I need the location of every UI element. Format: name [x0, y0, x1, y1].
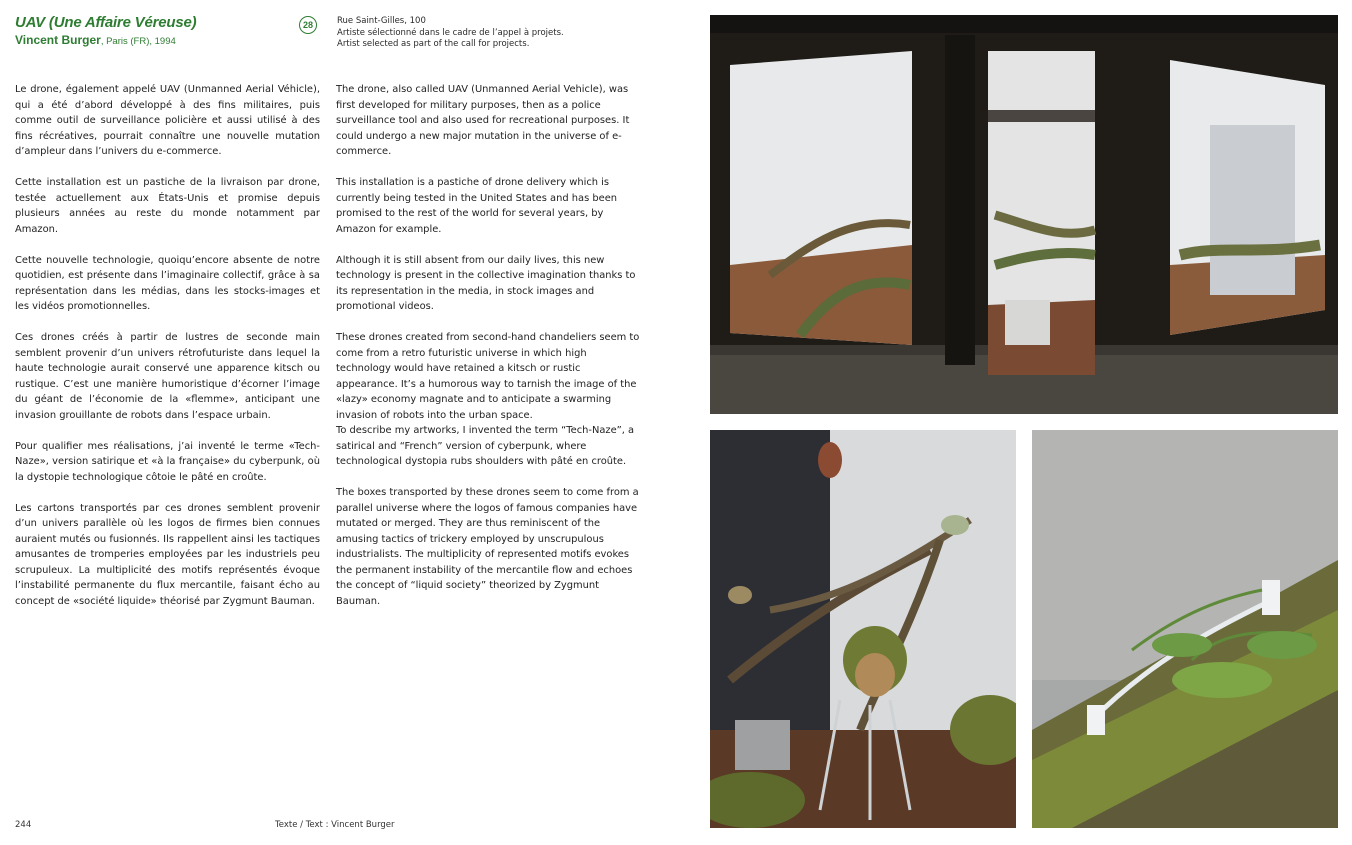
english-text-column	[336, 82, 641, 625]
paragraph: Cette nouvelle technologie, quoiqu’encore absente de notre quotidien, est présente dans l’imaginaire collectif, grâce à sa représentation dans les médias, dans les stocks-images et les vidéos promotionnelles.	[15, 254, 320, 312]
installation-photo	[710, 430, 1016, 828]
address-line: Rue Saint-Gilles, 100	[337, 16, 426, 26]
artwork-title: UAV (Une Affaire Véreuse)	[15, 14, 197, 31]
paragraph: Ces drones créés à partir de lustres de seconde main semblent provenir d’un univers rétrofuturiste dans lequel la haute technologie aurait conservé une apparence kitsch ou rustique. C’est une manière humoristique d’écorner l’image du géant de l’économie de la «flemme», anticipant une invasion grouillante de robots dans l’espace urbain.	[15, 332, 320, 421]
text-credit: Texte / Text : Vincent Burger	[275, 820, 395, 830]
paragraph: Les cartons transportés par ces drones semblent provenir d’un univers parallèle où les logos de firmes bien connues auraient mutés ou fusionnés. Ils rappellent ainsi les tactiques amusantes de tromperies employées par les industriels peu scrupuleux. La multiplicité des motifs représentés évoque l’instabilité permanente du flux mercantile, faisant écho au concept de «société liquide» théorisé par Zygmunt Bauman.	[15, 502, 320, 607]
paragraph: Pour qualifier mes réalisations, j’ai inventé le terme «Tech-Naze», version satirique et «à la française» du cyberpunk, où la dystopie technologique côtoie le pâté en croûte.	[15, 440, 320, 483]
address-block	[337, 16, 564, 51]
paragraph: The boxes transported by these drones seem to come from a parallel universe where the logos of famous companies have mutated or merged. They are thus reminiscent of the amusing tactics of trickery employed by unscrupulous industrialists. The multiplicity of represented motifs evokes the permanent instability of the mercantile flow and echoes the concept of “liquid society” theorized by Zygmunt Bauman.	[336, 487, 639, 607]
paragraph: Le drone, également appelé UAV (Unmanned Aerial Véhicle), qui a été d’abord développé à des fins militaires, puis comme outil de surveillance policière et aussi utilisé à des fins récréatives, pourrait connaître une nouvelle mutation d’ampleur dans l’univers du e-commerce.	[15, 84, 320, 157]
paragraph: Cette installation est un pastiche de la livraison par drone, testée actuellement aux États-Unis et promise depuis plusieurs années au reste du monde notamment par Amazon.	[15, 177, 320, 235]
paragraph: This installation is a pastiche of drone delivery which is currently being tested in the United States and has been promised to the rest of the world for several years, by Amazon for example.	[336, 177, 618, 235]
selection-note-en: Artist selected as part of the call for projects.	[337, 39, 530, 49]
selection-note-fr: Artiste sélectionné dans le cadre de l’appel à projets.	[337, 27, 564, 38]
french-text-column	[15, 82, 320, 625]
paragraph: To describe my artworks, I invented the term “Tech-Naze”, a satirical and “French” version of cyberpunk, where technological dystopia rubs shoulders with pâté en croûte.	[336, 425, 635, 467]
paragraph: These drones created from second-hand chandeliers seem to come from a retro futuristic universe in which high technology would have retained a kitsch or rustic appearance. It’s a humorous way to tarnish the image of the «lazy» economy magnate and to anticipate a swarming invasion of robots into the urban space.	[336, 332, 640, 421]
paragraph: The drone, also called UAV (Unmanned Aerial Vehicle), was first developed for military purposes, then as a police surveillance tool and also used for recreational purposes. It could undergo a new major mutation in the universe of e-commerce.	[336, 84, 630, 157]
artist-credit	[15, 33, 176, 47]
moss-closeup-photo	[1032, 430, 1338, 828]
artist-number-badge: 28	[299, 16, 317, 34]
artist-meta: , Paris (FR), 1994	[100, 36, 176, 47]
paragraph: Although it is still absent from our daily lives, this new technology is present in the collective imagination thanks to its representation in the media, in stock images and promotional videos.	[336, 254, 636, 312]
artist-name: Vincent Burger	[15, 33, 101, 47]
storefront-photo	[710, 15, 1338, 414]
page-number: 244	[15, 820, 32, 830]
